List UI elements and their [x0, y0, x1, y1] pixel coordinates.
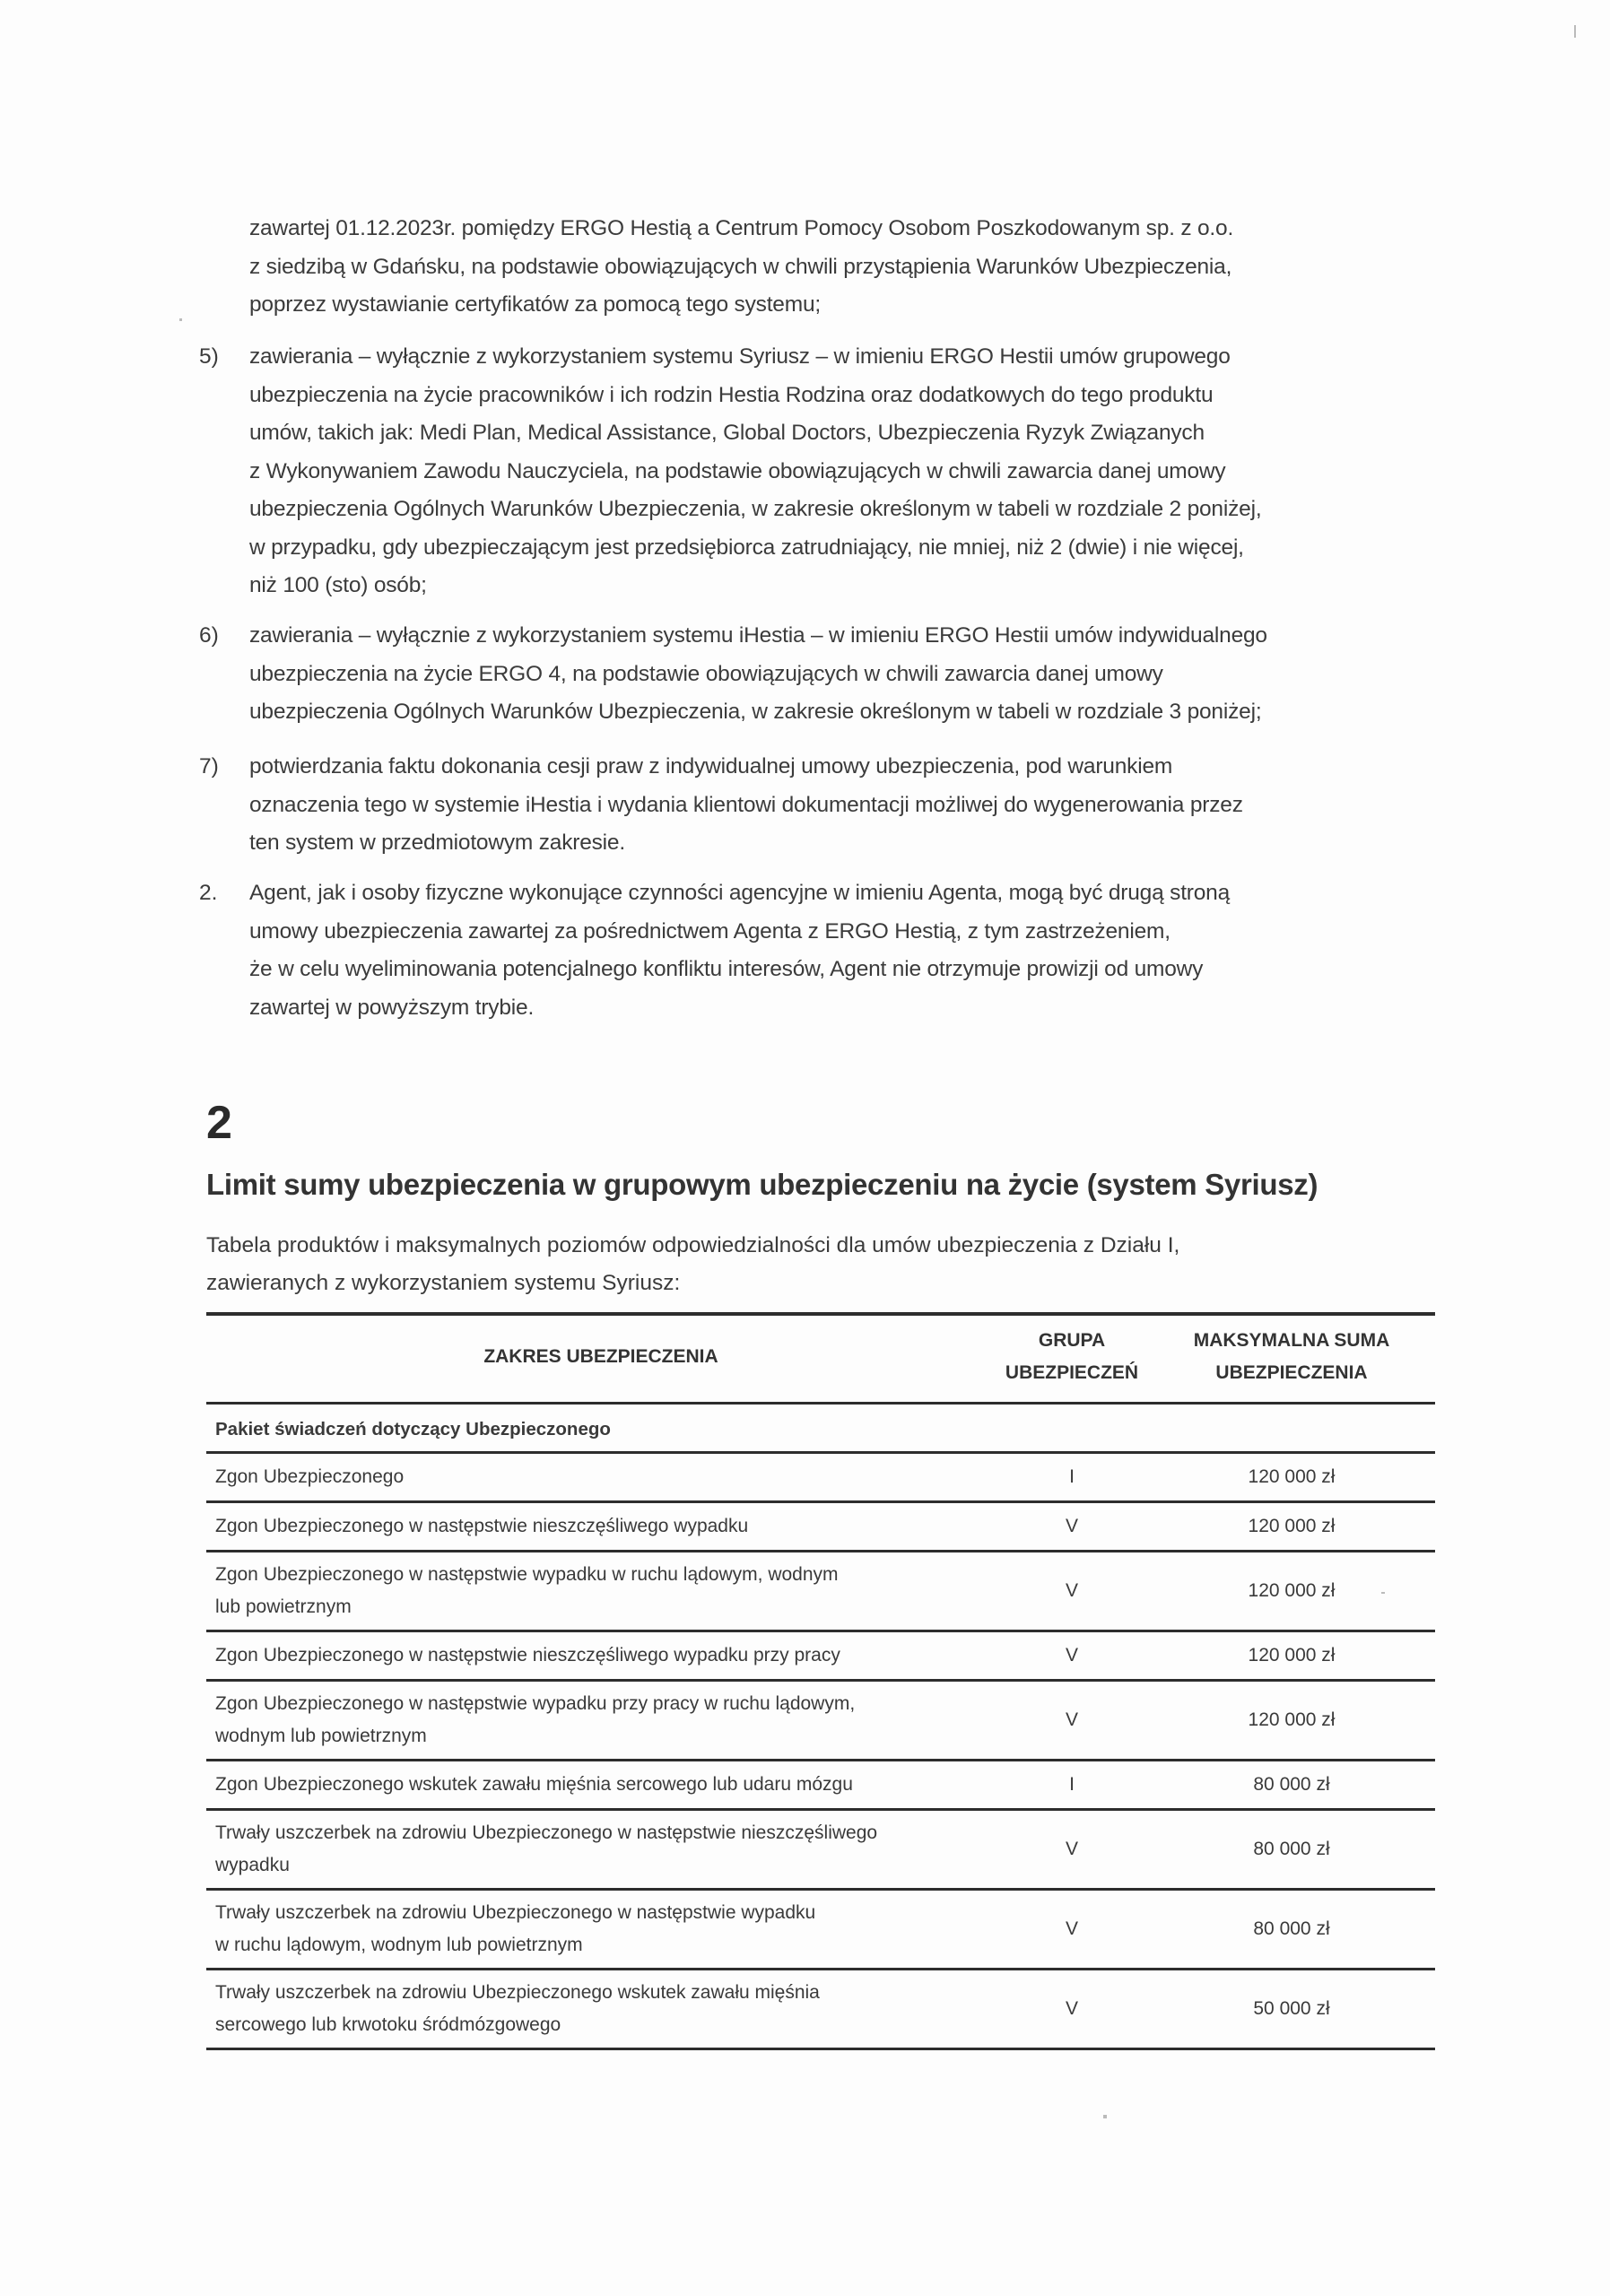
insurance-group: V — [1065, 1839, 1078, 1859]
insurance-group: V — [1065, 1709, 1078, 1730]
scope-line: Trwały uszczerbek na zdrowiu Ubezpieczonego wskutek zawału mięśnia — [215, 1982, 820, 2003]
coverage-scope — [206, 1761, 996, 1810]
scope-line: wypadku — [215, 1855, 290, 1875]
insurance-group: V — [1065, 1998, 1078, 2019]
scope-line: Trwały uszczerbek na zdrowiu Ubezpieczonego w następstwie nieszczęśliwego — [215, 1822, 878, 1843]
continuation-paragraph — [249, 210, 1415, 325]
scope-line: Zgon Ubezpieczonego — [215, 1466, 405, 1487]
coverage-scope — [206, 1810, 996, 1890]
table-group-row — [206, 1404, 1435, 1453]
text-line: ubezpieczenia na życie ERGO 4, na podstawie obowiązujących w chwili zawarcia danej umowy — [249, 661, 1163, 686]
group-heading: Pakiet świadczeń dotyczący Ubezpieczonego — [215, 1419, 611, 1439]
header-sum — [1148, 1314, 1435, 1404]
coverage-scope — [206, 1631, 996, 1681]
text-line: umów, takich jak: Medi Plan, Medical Assistance, Global Doctors, Ubezpieczenia Ryzyk Związanych — [249, 421, 1205, 445]
scan-speck — [179, 318, 182, 321]
table-row — [206, 1890, 1435, 1970]
scope-line: Zgon Ubezpieczonego wskutek zawału mięśnia sercowego lub udaru mózgu — [215, 1774, 853, 1795]
text-line: ubezpieczenia na życie pracowników i ich rodzin Hestia Rodzina oraz dodatkowych do tego produktu — [249, 382, 1214, 407]
paragraph-number: 2. — [199, 881, 218, 905]
scope-line: Zgon Ubezpieczonego w następstwie nieszczęśliwego wypadku przy pracy — [215, 1645, 840, 1665]
table-header-row — [206, 1314, 1435, 1404]
coverage-scope — [206, 1552, 996, 1631]
max-sum-insured: 120 000 zł — [1248, 1709, 1336, 1730]
text-line: zawieranych z wykorzystaniem systemu Syriusz: — [206, 1271, 681, 1295]
table-row — [206, 1681, 1435, 1761]
table-row — [206, 1502, 1435, 1552]
insurance-group: V — [1065, 1516, 1078, 1536]
max-sum-insured: 120 000 zł — [1248, 1516, 1336, 1536]
text-line: zawartej 01.12.2023r. pomiędzy ERGO Hestią a Centrum Pomocy Osobom Poszkodowanym sp. z o.o. — [249, 216, 1234, 240]
text-line: że w celu wyeliminowania potencjalnego konfliktu interesów, Agent nie otrzymuje prowizji od umowy — [249, 957, 1204, 981]
coverage-scope — [206, 1502, 996, 1552]
scope-line: Zgon Ubezpieczonego w następstwie nieszczęśliwego wypadku — [215, 1516, 749, 1536]
insurance-group: I — [1069, 1774, 1075, 1795]
scan-speck — [1103, 2115, 1107, 2118]
scope-line: wodnym lub powietrznym — [215, 1726, 427, 1746]
text-line: zawierania – wyłącznie z wykorzystaniem systemu Syriusz – w imieniu ERGO Hestii umów grupowego — [249, 344, 1231, 369]
text-line: niż 100 (sto) osób; — [249, 573, 427, 597]
max-sum-insured: 50 000 zł — [1253, 1998, 1330, 2019]
item-number: 6) — [199, 623, 219, 648]
scope-line: sercowego lub krwotoku śródmózgowego — [215, 2014, 561, 2035]
max-sum-insured: 80 000 zł — [1253, 1918, 1330, 1939]
section-title: Limit sumy ubezpieczenia w grupowym ubezpieczeniu na życie (system Syriusz) — [206, 1168, 1318, 1201]
coverage-scope — [206, 1453, 996, 1502]
max-sum-insured: 120 000 zł — [1248, 1580, 1336, 1601]
item-number: 5) — [199, 344, 219, 369]
coverage-scope — [206, 1890, 996, 1970]
paragraph-2 — [249, 874, 1415, 1027]
scope-line: Trwały uszczerbek na zdrowiu Ubezpieczonego w następstwie wypadku — [215, 1902, 816, 1923]
text-line: z siedzibą w Gdańsku, na podstawie obowiązujących w chwili przystąpienia Warunków Ubezpieczenia, — [249, 254, 1232, 279]
table-row — [206, 1453, 1435, 1502]
coverage-scope — [206, 1681, 996, 1761]
text-line: oznaczenia tego w systemie iHestia i wydania klientowi dokumentacji możliwej do wygenerowania przez — [249, 792, 1243, 817]
insurance-group: I — [1069, 1466, 1075, 1487]
header-sum-line: UBEZPIECZENIA — [1215, 1362, 1368, 1383]
header-group-line: UBEZPIECZEŃ — [1005, 1362, 1139, 1383]
table-row — [206, 1970, 1435, 2049]
header-group-line: GRUPA — [1038, 1330, 1106, 1351]
scope-line: Zgon Ubezpieczonego w następstwie wypadku w ruchu lądowym, wodnym — [215, 1564, 839, 1585]
max-sum-insured: 120 000 zł — [1248, 1466, 1336, 1487]
scope-line: lub powietrznym — [215, 1596, 352, 1617]
max-sum-insured: 80 000 zł — [1253, 1774, 1330, 1795]
section-intro — [206, 1227, 1417, 1302]
text-line: potwierdzania faktu dokonania cesji praw z indywidualnej umowy ubezpieczenia, pod warunkiem — [249, 754, 1173, 778]
scope-line: w ruchu lądowym, wodnym lub powietrznym — [215, 1935, 583, 1955]
scan-speck — [1574, 25, 1576, 38]
max-sum-insured: 80 000 zł — [1253, 1839, 1330, 1859]
text-line: ubezpieczenia Ogólnych Warunków Ubezpieczenia, w zakresie określonym w tabeli w rozdziale 2 poniżej, — [249, 497, 1262, 521]
insurance-group: V — [1065, 1918, 1078, 1939]
header-scope-label: ZAKRES UBEZPIECZENIA — [483, 1346, 718, 1367]
text-line: zawartej w powyższym trybie. — [249, 995, 535, 1020]
text-line: ubezpieczenia Ogólnych Warunków Ubezpieczenia, w zakresie określonym w tabeli w rozdziale 3 poniżej; — [249, 700, 1262, 724]
insurance-group: V — [1065, 1645, 1078, 1665]
section-number: 2 — [206, 1097, 232, 1149]
list-item-7 — [249, 748, 1415, 863]
text-line: Agent, jak i osoby fizyczne wykonujące czynności agencyjne w imieniu Agenta, mogą być drugą stroną — [249, 881, 1231, 905]
insurance-group: V — [1065, 1580, 1078, 1601]
text-line: ten system w przedmiotowym zakresie. — [249, 831, 625, 855]
list-item-6 — [249, 617, 1415, 732]
scan-speck — [1381, 1592, 1385, 1594]
text-line: z Wykonywaniem Zawodu Nauczyciela, na podstawie obowiązujących w chwili zawarcia danej umowy — [249, 458, 1226, 483]
max-sum-insured: 120 000 zł — [1248, 1645, 1336, 1665]
scope-line: Zgon Ubezpieczonego w następstwie wypadku przy pracy w ruchu lądowym, — [215, 1693, 856, 1714]
item-number: 7) — [199, 754, 219, 778]
list-item-5 — [249, 338, 1415, 605]
header-sum-line: MAKSYMALNA SUMA — [1193, 1330, 1390, 1351]
text-line: zawierania – wyłącznie z wykorzystaniem systemu iHestia – w imieniu ERGO Hestii umów indywidualnego — [249, 623, 1267, 648]
text-line: poprzez wystawianie certyfikatów za pomocą tego systemu; — [249, 292, 821, 317]
coverage-scope — [206, 1970, 996, 2049]
text-line: w przypadku, gdy ubezpieczającym jest przedsiębiorca zatrudniający, nie mniej, niż 2 (dwie) i nie więcej, — [249, 535, 1244, 560]
text-line: umowy ubezpieczenia zawartej za pośrednictwem Agenta z ERGO Hestią, z tym zastrzeżeniem, — [249, 918, 1171, 944]
text-line: Tabela produktów i maksymalnych poziomów odpowiedzialności dla umów ubezpieczenia z Działu I, — [206, 1233, 1180, 1257]
table-row — [206, 1552, 1435, 1631]
table-row — [206, 1631, 1435, 1681]
header-scope — [206, 1314, 996, 1404]
insurance-limits-table — [206, 1312, 1435, 2050]
table-row — [206, 1761, 1435, 1810]
table-row — [206, 1810, 1435, 1890]
header-group — [996, 1314, 1148, 1404]
